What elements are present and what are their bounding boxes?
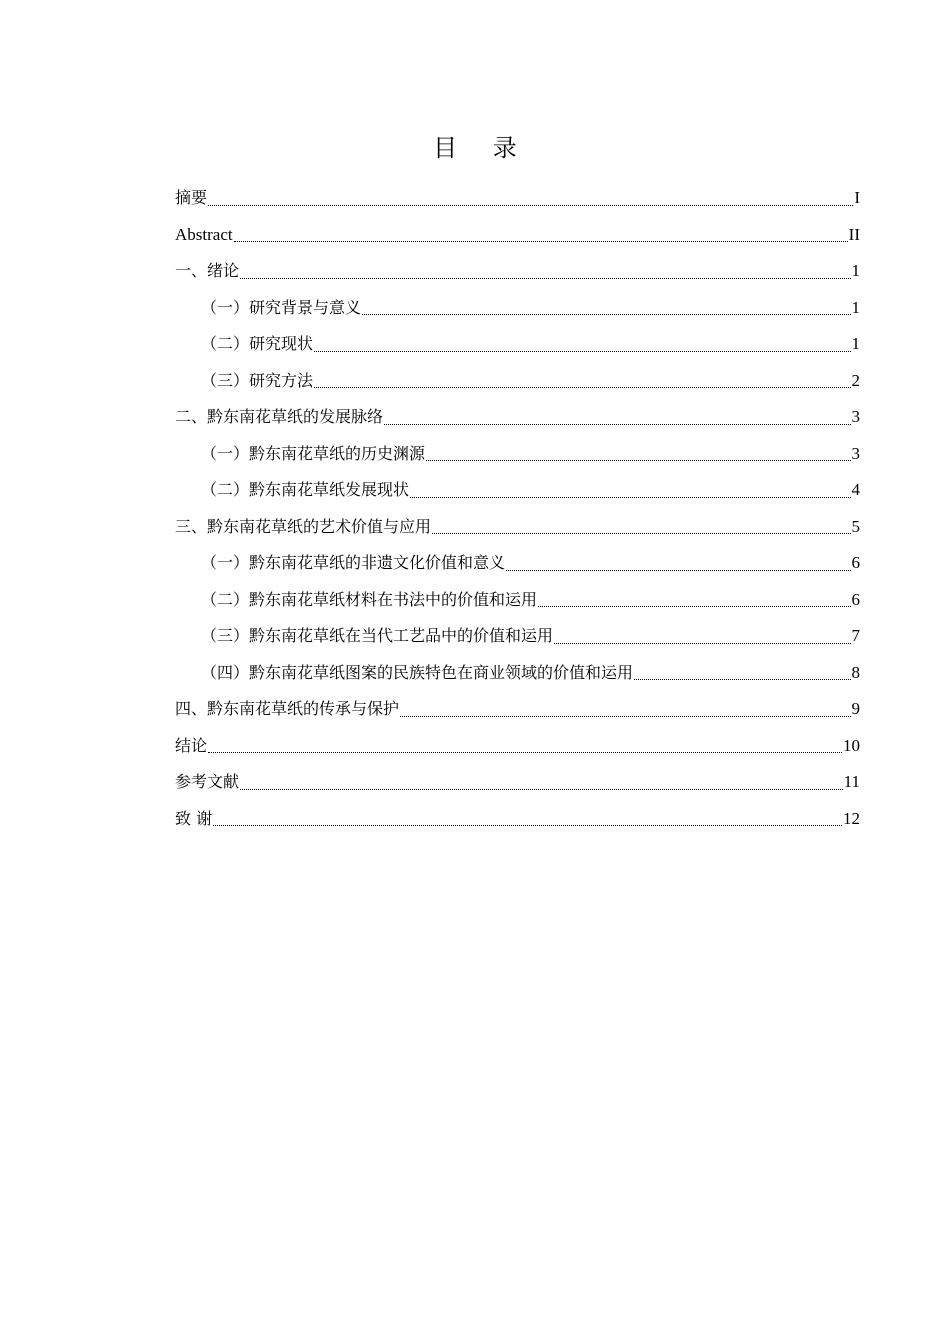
toc-leader-dots: [426, 460, 850, 461]
toc-entry-page-number: 4: [851, 480, 860, 499]
toc-entry-page-number: 5: [851, 516, 860, 536]
toc-entry[interactable]: [175, 363, 860, 400]
toc-entry-label: （四）黔东南花草纸图案的民族特色在商业领域的价值和运用: [201, 662, 634, 682]
toc-entry[interactable]: [175, 764, 860, 801]
toc-leader-dots: [400, 716, 850, 717]
toc-entry-label: 四、黔东南花草纸的传承与保护: [175, 699, 400, 718]
toc-entry-page-number: 8: [851, 662, 860, 682]
toc-entry-page-number: 2: [851, 370, 860, 390]
toc-entry-label: 结论: [175, 735, 208, 755]
toc-entry[interactable]: [175, 436, 860, 473]
toc-entry[interactable]: [175, 399, 860, 436]
toc-entry-page-number: 6: [851, 553, 860, 572]
toc-entry-page-number: 3: [851, 407, 860, 426]
toc-entry-page-number: 1: [851, 297, 860, 317]
toc-entry-page-number: I: [854, 188, 860, 207]
toc-entry-label: （三）研究方法: [201, 370, 314, 390]
toc-leader-dots: [432, 533, 850, 534]
toc-entry[interactable]: [175, 655, 860, 692]
toc-leader-dots: [208, 205, 853, 206]
toc-entry[interactable]: [175, 509, 860, 546]
toc-entry-label: （二）研究现状: [201, 334, 314, 353]
toc-entry[interactable]: [175, 180, 860, 217]
toc-entry[interactable]: [175, 253, 860, 290]
toc-entry-page-number: 6: [851, 589, 860, 609]
toc-entry-page-number: 10: [843, 735, 860, 755]
toc-entry-label: 一、绪论: [175, 261, 240, 280]
toc-entry-label: （二）黔东南花草纸发展现状: [201, 480, 410, 499]
toc-leader-dots: [634, 679, 850, 680]
toc-entry-page-number: 3: [851, 443, 860, 463]
toc-entry[interactable]: [175, 472, 860, 509]
toc-entry-page-number: 11: [843, 772, 860, 791]
toc-entry-page-number: 9: [851, 699, 860, 718]
toc-entry-label: （三）黔东南花草纸在当代工艺品中的价值和运用: [201, 626, 554, 645]
toc-leader-dots: [506, 570, 850, 571]
toc-entry-label: （一）黔东南花草纸的历史渊源: [201, 443, 426, 463]
toc-entry[interactable]: [175, 582, 860, 619]
toc-leader-dots: [314, 351, 850, 352]
toc-entry-label: （一）黔东南花草纸的非遗文化价值和意义: [201, 553, 506, 572]
toc-entry[interactable]: [175, 801, 860, 838]
toc-entry-page-number: 12: [843, 808, 860, 828]
toc-entry[interactable]: [175, 290, 860, 327]
toc-entry[interactable]: [175, 728, 860, 765]
toc-leader-dots: [240, 278, 850, 279]
toc-entry[interactable]: [175, 618, 860, 655]
toc-leader-dots: [314, 387, 850, 388]
toc-entry-label: 二、黔东南花草纸的发展脉络: [175, 407, 384, 426]
toc-leader-dots: [208, 752, 842, 753]
toc-entry-label: 三、黔东南花草纸的艺术价值与应用: [175, 516, 432, 536]
toc-list: [175, 180, 860, 837]
toc-entry-label: 摘要: [175, 188, 208, 207]
toc-leader-dots: [410, 497, 850, 498]
toc-title: 目 录: [433, 134, 531, 162]
toc-leader-dots: [362, 314, 850, 315]
toc-leader-dots: [538, 606, 850, 607]
toc-leader-dots: [240, 789, 843, 790]
toc-entry[interactable]: [175, 691, 860, 728]
toc-entry-label: 致 谢: [175, 808, 213, 828]
toc-leader-dots: [213, 825, 842, 826]
toc-entry-page-number: II: [848, 224, 860, 244]
toc-entry[interactable]: [175, 326, 860, 363]
toc-entry-label: 参考文献: [175, 772, 240, 791]
toc-entry-page-number: 7: [851, 626, 860, 645]
toc-entry-label: （一）研究背景与意义: [201, 297, 362, 317]
toc-leader-dots: [554, 643, 850, 644]
toc-entry-label: （二）黔东南花草纸材料在书法中的价值和运用: [201, 589, 538, 609]
toc-entry-page-number: 1: [851, 261, 860, 280]
toc-entry-page-number: 1: [851, 334, 860, 353]
toc-leader-dots: [384, 424, 850, 425]
toc-entry[interactable]: [175, 545, 860, 582]
toc-entry-label: Abstract: [175, 224, 233, 244]
toc-leader-dots: [234, 241, 848, 242]
toc-entry[interactable]: [175, 217, 860, 254]
